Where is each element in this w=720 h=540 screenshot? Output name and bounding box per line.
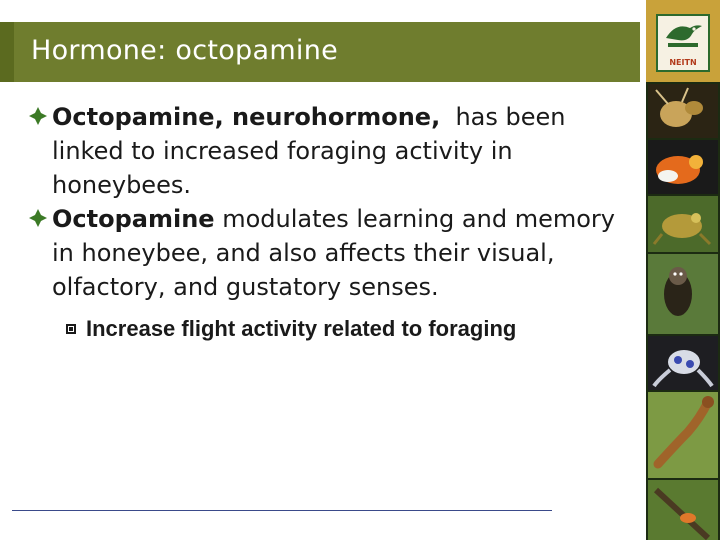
square-bullet-icon	[66, 324, 76, 334]
bullet-text: modulates learning and memory in honeybee, and also affects their visual, olfactory, and gustatory senses.	[52, 205, 615, 301]
logo	[646, 0, 720, 82]
bullet-item	[28, 202, 618, 304]
slide-body	[28, 100, 618, 345]
sub-bullet-item	[64, 312, 618, 345]
slide-title: Hormone: octopamine	[31, 35, 339, 66]
diamond-bullet-icon	[28, 106, 48, 126]
bird-photo	[648, 480, 718, 540]
salamander-photo	[648, 392, 718, 478]
bullet-item	[28, 100, 618, 202]
bird-emblem-icon	[658, 16, 708, 56]
bullet-bold-text: Octopamine, neurohormone,	[52, 103, 441, 131]
photo-strip	[646, 0, 720, 540]
diamond-bullet-icon	[28, 208, 48, 228]
sub-bullet-text: Increase flight activity related to foraging	[86, 316, 517, 341]
logo-label: NEITN	[669, 58, 697, 67]
monkey-photo	[648, 254, 718, 334]
logo-badge	[656, 14, 710, 72]
title-bar	[0, 22, 640, 82]
octopus-photo	[648, 336, 718, 390]
frog-photo	[648, 140, 718, 194]
footer-divider	[12, 510, 552, 511]
bullet-text: has been linked to increased foraging activity in honeybees.	[52, 103, 574, 199]
toad-photo	[648, 196, 718, 252]
insect-photo	[648, 84, 718, 138]
bullet-bold-text: Octopamine	[52, 205, 215, 233]
